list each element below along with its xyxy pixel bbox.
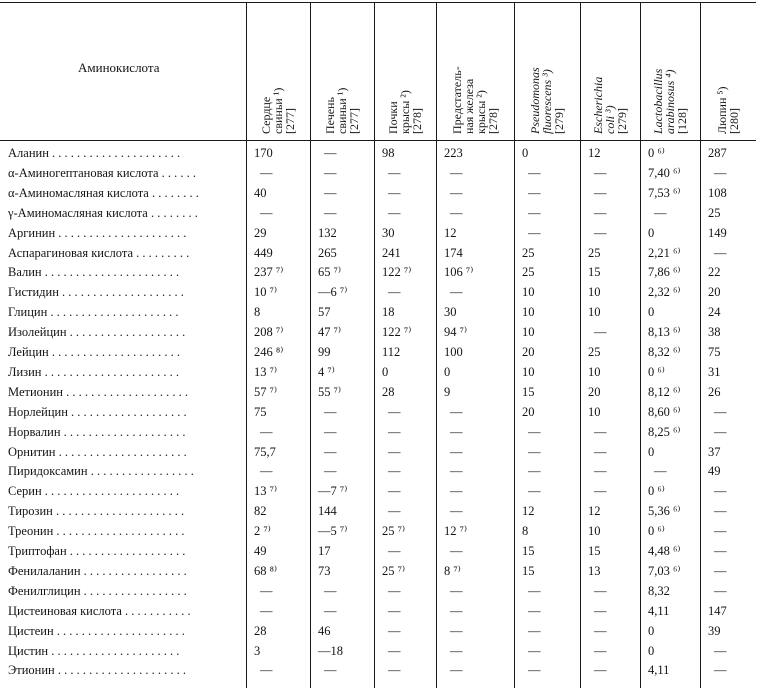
table-cell: 4,11	[648, 663, 670, 678]
table-cell: —	[594, 643, 607, 658]
column-header-prostate: [278]	[486, 108, 500, 134]
table-cell: —	[388, 663, 401, 678]
table-cell: —	[714, 484, 727, 499]
table-cell: —	[654, 464, 667, 479]
table-cell: 0	[648, 623, 655, 638]
table-cell: 112	[382, 345, 401, 359]
table-cell: 40	[254, 185, 267, 200]
table-cell: 9	[444, 384, 451, 399]
table-cell: —	[450, 603, 463, 618]
table-cell: —	[324, 603, 337, 618]
table-cell: 98	[382, 146, 395, 160]
table-cell: 0 ⁶⁾	[648, 364, 665, 379]
table-cell: —	[388, 165, 401, 180]
amino-acid-name: Аспарагиновая кислота . . . . . . . . .	[8, 245, 190, 260]
table-cell: 7,86 ⁶⁾	[648, 265, 681, 280]
table-cell: 108	[708, 185, 727, 200]
amino-acid-name: Фенилаланин . . . . . . . . . . . . . . . . .	[8, 563, 187, 578]
table-cell: —	[714, 165, 727, 180]
amino-acid-name: Метионин . . . . . . . . . . . . . . . . . . . .	[8, 384, 188, 399]
table-cell: 99	[318, 345, 331, 359]
table-cell: 0 ⁶⁾	[648, 146, 665, 160]
column-header-pseudomonas: fluorescens ³)	[540, 69, 554, 134]
column-header-ecoli: [279]	[615, 108, 629, 134]
table-cell: 0	[648, 225, 655, 240]
column-header-liver: [277]	[347, 108, 361, 134]
amino-acid-name: Глицин . . . . . . . . . . . . . . . . . . . . .	[8, 305, 179, 320]
amino-acid-name: Триптофан . . . . . . . . . . . . . . . . . . .	[8, 544, 186, 558]
table-cell: 0 ⁶⁾	[648, 484, 665, 499]
table-cell: —18	[318, 643, 343, 658]
table-cell: —	[388, 185, 401, 200]
table-cell: —	[450, 643, 463, 658]
table-cell: —	[388, 504, 401, 519]
table-cell: —	[714, 663, 727, 678]
table-cell: 223	[444, 146, 463, 160]
table-cell: —	[388, 205, 401, 220]
table-cell: —	[594, 623, 607, 638]
table-cell: 10 ⁷⁾	[254, 285, 278, 300]
table-cell: —	[388, 484, 401, 499]
table-cell: 15	[522, 563, 535, 578]
header-rule	[0, 140, 756, 141]
table-cell: 0	[648, 444, 655, 459]
table-cell: —	[450, 464, 463, 479]
amino-acid-name: Аланин . . . . . . . . . . . . . . . . . . . . .	[8, 146, 181, 160]
table-cell: 65 ⁷⁾	[318, 265, 342, 280]
table-cell: 26	[708, 384, 721, 399]
table-cell: 106 ⁷⁾	[444, 265, 474, 280]
table-cell: —	[260, 464, 273, 479]
column-rule	[436, 2, 437, 688]
table-cell: 147	[708, 603, 727, 618]
table-cell: —	[388, 603, 401, 618]
amino-acid-name: Серин . . . . . . . . . . . . . . . . . . . . . .	[8, 484, 180, 499]
table-cell: —	[388, 424, 401, 439]
column-rule	[310, 2, 311, 688]
table-cell: 75	[708, 345, 721, 359]
table-cell: 49	[708, 464, 721, 479]
table-cell: —	[714, 524, 727, 539]
table-cell: 25	[522, 245, 535, 260]
table-cell: 149	[708, 225, 727, 240]
column-rule	[700, 2, 701, 688]
table-cell: —	[594, 165, 607, 180]
table-cell: 28	[382, 384, 395, 399]
table-cell: 22	[708, 265, 721, 280]
table-cell: 57 ⁷⁾	[254, 384, 278, 399]
amino-acid-name: γ-Аминомасляная кислота . . . . . . . .	[8, 205, 198, 220]
table-cell: —	[594, 464, 607, 479]
table-cell: 29	[254, 225, 267, 240]
table-cell: —	[324, 583, 337, 598]
table-cell: —	[714, 563, 727, 578]
table-cell: —	[260, 583, 273, 598]
table-cell: —	[714, 643, 727, 658]
amino-acid-name: Цистин . . . . . . . . . . . . . . . . . . . . .	[8, 643, 180, 658]
column-header-lupin: [280]	[727, 108, 741, 134]
table-cell: 144	[318, 504, 337, 519]
column-header-heart: Сердце	[259, 96, 273, 134]
table-cell: 25 ⁷⁾	[382, 563, 406, 578]
table-cell: 174	[444, 245, 463, 260]
table-cell: 25	[588, 245, 601, 260]
amino-acid-name: Лизин . . . . . . . . . . . . . . . . . . . . . .	[8, 364, 179, 379]
table-cell: 8,12 ⁶⁾	[648, 384, 681, 399]
table-cell: 10	[522, 325, 535, 340]
column-header-heart: [277]	[283, 108, 297, 134]
table-cell: —	[388, 464, 401, 479]
table-cell: 10	[588, 305, 601, 320]
table-cell: —	[324, 146, 337, 160]
table-cell: —	[528, 185, 541, 200]
amino-acid-name: Орнитин . . . . . . . . . . . . . . . . . . . . .	[8, 444, 187, 459]
table-cell: —	[528, 583, 541, 598]
amino-acid-name: Пиридоксамин . . . . . . . . . . . . . . . . .	[8, 464, 194, 479]
table-cell: —	[450, 623, 463, 638]
table-cell: —	[594, 603, 607, 618]
table-cell: 0	[648, 643, 655, 658]
table-cell: 15	[588, 544, 601, 558]
table-cell: 30	[444, 305, 457, 320]
table-cell: 12 ⁷⁾	[444, 524, 468, 539]
table-cell: 82	[254, 504, 267, 519]
table-cell: 57	[318, 305, 331, 320]
amino-acid-name: Лейцин . . . . . . . . . . . . . . . . . . . . .	[8, 345, 180, 359]
table-cell: 0	[522, 146, 529, 160]
column-rule	[514, 2, 515, 688]
table-cell: 8,32	[648, 583, 670, 598]
table-cell: 2,32 ⁶⁾	[648, 285, 681, 300]
column-header-ecoli: Escherichia	[591, 76, 605, 134]
table-cell: 122 ⁷⁾	[382, 325, 412, 340]
table-cell: 30	[382, 225, 395, 240]
table-cell: 287	[708, 146, 727, 160]
table-cell: —	[388, 583, 401, 598]
amino-acid-name: Треонин . . . . . . . . . . . . . . . . . . . . .	[8, 524, 185, 539]
table-cell: 49	[254, 544, 267, 558]
column-header-liver: свиньи ¹)	[335, 87, 349, 134]
table-cell: 8 ⁷⁾	[444, 563, 461, 578]
amino-acid-name: Аргинин . . . . . . . . . . . . . . . . . . . . .	[8, 225, 187, 240]
table-cell: 17	[318, 544, 331, 558]
table-cell: —	[594, 205, 607, 220]
table-cell: —	[528, 165, 541, 180]
table-cell: 2,21 ⁶⁾	[648, 245, 681, 260]
table-cell: 31	[708, 364, 721, 379]
table-cell: —	[260, 165, 273, 180]
table-cell: 7,03 ⁶⁾	[648, 563, 681, 578]
table-cell: 12	[588, 146, 601, 160]
table-cell: 94 ⁷⁾	[444, 325, 468, 340]
table-cell: —	[324, 464, 337, 479]
column-header-liver: Печень	[323, 97, 337, 134]
table-cell: —	[450, 404, 463, 419]
table-cell: —	[594, 444, 607, 459]
table-cell: 13	[588, 563, 601, 578]
table-cell: —	[654, 205, 667, 220]
table-cell: —	[714, 424, 727, 439]
table-cell: —	[388, 404, 401, 419]
table-cell: —	[528, 663, 541, 678]
column-rule	[640, 2, 641, 688]
table-cell: 38	[708, 325, 721, 340]
table-cell: 18	[382, 305, 395, 320]
table-cell: 55 ⁷⁾	[318, 384, 342, 399]
table-cell: —	[324, 185, 337, 200]
table-cell: 0 ⁶⁾	[648, 524, 665, 539]
table-cell: 3	[254, 643, 261, 658]
table-cell: 132	[318, 225, 337, 240]
table-cell: 75,7	[254, 444, 276, 459]
table-cell: 4 ⁷⁾	[318, 364, 335, 379]
table-cell: 73	[318, 563, 331, 578]
table-cell: 237 ⁷⁾	[254, 265, 284, 280]
amino-acid-name: Цистеин . . . . . . . . . . . . . . . . . . . . .	[8, 623, 185, 638]
table-cell: —	[528, 444, 541, 459]
table-cell: 7,40 ⁶⁾	[648, 165, 681, 180]
table-cell: —	[594, 325, 607, 340]
table-cell: 8,13 ⁶⁾	[648, 325, 681, 340]
table-cell: 0	[648, 305, 655, 320]
table-cell: 0	[382, 364, 389, 379]
table-cell: 10	[522, 305, 535, 320]
amino-acid-name: Тирозин . . . . . . . . . . . . . . . . . . . . .	[8, 504, 185, 519]
table-cell: 4,11	[648, 603, 670, 618]
table-cell: —	[260, 663, 273, 678]
table-cell: 12	[444, 225, 457, 240]
table-cell: 8,60 ⁶⁾	[648, 404, 681, 419]
column-rule	[246, 2, 247, 688]
table-cell: —	[450, 544, 463, 558]
table-cell: 75	[254, 404, 267, 419]
amino-acid-name: α-Аминогептановая кислота . . . . . .	[8, 165, 197, 180]
amino-acid-name: Валин . . . . . . . . . . . . . . . . . . . . . .	[8, 265, 180, 280]
table-cell: —	[450, 444, 463, 459]
table-cell: 265	[318, 245, 337, 260]
table-cell: 246 ⁸⁾	[254, 345, 284, 359]
table-cell: 10	[588, 364, 601, 379]
amino-acid-name: Изолейцин . . . . . . . . . . . . . . . . . . .	[8, 325, 186, 340]
table-cell: —	[450, 583, 463, 598]
column-rule	[580, 2, 581, 688]
table-cell: 20	[588, 384, 601, 399]
amino-acid-name: Фенилглицин . . . . . . . . . . . . . . . . .	[8, 583, 187, 598]
table-cell: —	[450, 424, 463, 439]
table-cell: —	[388, 643, 401, 658]
table-cell: —	[324, 165, 337, 180]
table-cell: —	[714, 544, 727, 558]
table-cell: —	[714, 245, 727, 260]
table-cell: 28	[254, 623, 267, 638]
table-cell: 10	[588, 285, 601, 300]
table-cell: —	[450, 285, 463, 300]
table-cell: —	[260, 424, 273, 439]
table-cell: 7,53 ⁶⁾	[648, 185, 681, 200]
table-cell: —	[594, 663, 607, 678]
column-header-kidney: [278]	[410, 108, 424, 134]
amino-acid-name: Норвалин . . . . . . . . . . . . . . . . . . . .	[8, 424, 186, 439]
table-cell: 8	[522, 524, 529, 539]
table-cell: —	[388, 544, 401, 558]
table-cell: 8,25 ⁶⁾	[648, 424, 681, 439]
table-cell: 25	[522, 265, 535, 280]
column-header-prostate: Предстатель-	[450, 66, 464, 134]
table-cell: —	[714, 404, 727, 419]
column-header-heart: свиньи ¹)	[271, 87, 285, 134]
table-cell: —	[324, 424, 337, 439]
table-cell: —	[388, 623, 401, 638]
table-cell: —5 ⁷⁾	[318, 524, 348, 539]
table-cell: 12	[522, 504, 535, 519]
column-header-lactobacillus: Lactobacillus	[651, 68, 665, 134]
table-cell: —	[594, 185, 607, 200]
table-cell: 5,36 ⁶⁾	[648, 504, 681, 519]
table-cell: 10	[588, 404, 601, 419]
table-cell: —6 ⁷⁾	[318, 285, 348, 300]
table-cell: 13 ⁷⁾	[254, 364, 278, 379]
table-cell: —	[594, 424, 607, 439]
amino-acid-name: Этионин . . . . . . . . . . . . . . . . . . . . .	[8, 663, 186, 678]
table-cell: —	[324, 444, 337, 459]
table-cell: 4,48 ⁶⁾	[648, 544, 681, 558]
table-cell: —	[528, 464, 541, 479]
table-cell: —	[450, 504, 463, 519]
table-cell: —	[388, 444, 401, 459]
column-header-prostate: крысы ²)	[474, 90, 488, 134]
table-cell: —	[324, 404, 337, 419]
table-cell: 39	[708, 623, 721, 638]
table-cell: —	[528, 623, 541, 638]
table-cell: 449	[254, 245, 273, 260]
table-cell: —	[450, 185, 463, 200]
table-cell: 208 ⁷⁾	[254, 325, 284, 340]
column-header-prostate: ная железа	[462, 78, 476, 134]
table-cell: 10	[522, 285, 535, 300]
table-cell: 15	[522, 544, 535, 558]
table-cell: 8,32 ⁶⁾	[648, 345, 681, 359]
table-cell: —	[450, 165, 463, 180]
table-cell: 2 ⁷⁾	[254, 524, 271, 539]
table-cell: 100	[444, 345, 463, 359]
table-cell: 122 ⁷⁾	[382, 265, 412, 280]
table-cell: 170	[254, 146, 273, 160]
table-cell: —	[324, 205, 337, 220]
table-cell: —	[260, 603, 273, 618]
top-rule	[0, 2, 756, 3]
table-cell: —	[528, 603, 541, 618]
table-cell: —	[450, 484, 463, 499]
table-cell: 46	[318, 623, 331, 638]
table-cell: —	[594, 583, 607, 598]
table-cell: 10	[588, 524, 601, 539]
table-cell: —	[714, 583, 727, 598]
table-cell: —	[528, 643, 541, 658]
column-header-ecoli: coli ³)	[603, 105, 617, 134]
amino-acid-name: Цистеиновая кислота . . . . . . . . . . .	[8, 603, 191, 618]
table-cell: 15	[522, 384, 535, 399]
table-cell: 8	[254, 305, 261, 320]
column-header-kidney: крысы ²)	[398, 90, 412, 134]
column-header-lupin: Люпин ⁵)	[715, 86, 729, 134]
table-cell: —	[450, 663, 463, 678]
table-cell: —	[450, 205, 463, 220]
amino-acid-name: Гистидин . . . . . . . . . . . . . . . . . . . .	[8, 285, 184, 300]
table-cell: 24	[708, 305, 721, 320]
table-cell: 15	[588, 265, 601, 280]
table-cell: 25	[708, 205, 721, 220]
table-cell: 25	[588, 345, 601, 359]
table-cell: 47 ⁷⁾	[318, 325, 342, 340]
table-cell: —	[594, 225, 607, 240]
table-cell: —	[528, 225, 541, 240]
table-cell: —	[324, 663, 337, 678]
table-cell: —	[528, 484, 541, 499]
table-cell: —	[714, 504, 727, 519]
table-cell: 0	[444, 364, 451, 379]
table-cell: 12	[588, 504, 601, 519]
table-cell: 241	[382, 245, 401, 260]
column-rule	[374, 2, 375, 688]
table-cell: 68 ⁸⁾	[254, 563, 278, 578]
table-cell: —	[528, 424, 541, 439]
table-cell: 20	[522, 345, 535, 359]
amino-column-header: Аминокислота	[78, 60, 160, 75]
table-cell: 13 ⁷⁾	[254, 484, 278, 499]
amino-acid-name: α-Аминомасляная кислота . . . . . . . .	[8, 185, 199, 200]
table-cell: 10	[522, 364, 535, 379]
table-cell: 20	[522, 404, 535, 419]
table-cell: —	[594, 484, 607, 499]
table-cell: 25 ⁷⁾	[382, 524, 406, 539]
table-cell: —7 ⁷⁾	[318, 484, 348, 499]
column-header-pseudomonas: [279]	[552, 108, 566, 134]
table-cell: —	[388, 285, 401, 300]
table-cell: 20	[708, 285, 721, 300]
column-header-pseudomonas: Pseudomonas	[528, 67, 542, 134]
table-cell: 37	[708, 444, 721, 459]
table-cell: —	[260, 205, 273, 220]
column-header-kidney: Почки	[386, 101, 400, 134]
table-cell: —	[528, 205, 541, 220]
column-header-lactobacillus: arabinosus ⁴)	[663, 69, 677, 134]
amino-acid-name: Норлейцин . . . . . . . . . . . . . . . . . . .	[8, 404, 187, 419]
column-header-lactobacillus: [128]	[675, 108, 689, 134]
